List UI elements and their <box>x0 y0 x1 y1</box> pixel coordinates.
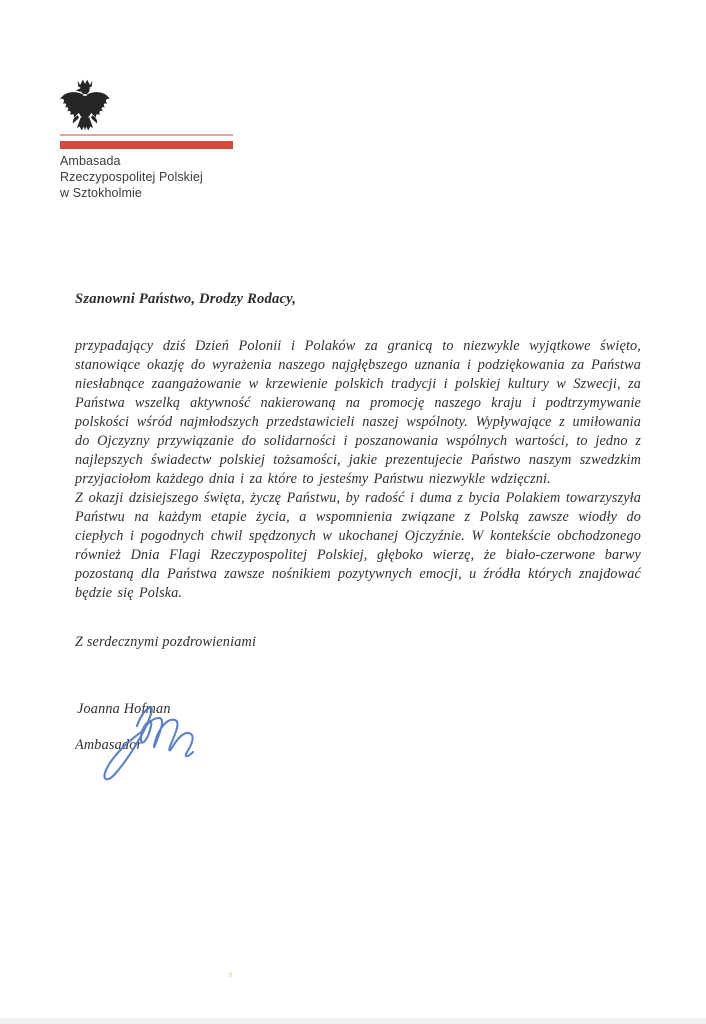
letter-paragraph-2: Z okazji dzisiejszego święta, życzę Państwu, by radość i duma z bycia Polakiem towarzyszyła Państwu na każdym etapie życia, a wspomnienia związane z Polską zawsze wiodły do ciepłych i pogodnych chwil spędzonych w ukochanej Ojczyźnie. W kontekście obchodzonego również Dnia Flagi Rzeczypospolitej Polskiej, głęboko wierzę, że biało-czerwone barwy pozostaną dla Państwa zawsze nośnikiem pozytywnych emocji, u źródła których znajdować będzie się Polska. <box>75 490 641 601</box>
embassy-name-line3: w Sztokholmie <box>60 186 142 200</box>
letter-paragraph-1: przypadający dziś Dzień Polonii i Polaków za granicą to niezwykle wyjątkowe święto, stanowiące okazję do wyrażenia naszego najgłębszego uznania i podziękowania za Państwa niesłabnące zaangażowanie w krzewienie polskich tradycji i polskiej kultury w Szwecji, za Państwa wszelką aktywność nakierowaną na promocję naszego kraju i podtrzymywanie polskości wśród najmłodszych przedstawicieli naszej wspólnoty. Wypływające z umiłowania do Ojczyzny przywiązanie do solidarności i poszanowania wspólnych wartości, to jedno z najlepszych świadectw polskiej tożsamości, jakie prezentujecie Państwo naszym szwedzkim przyjaciołom każdego dnia i za które to jesteśmy Państwu niezwykle wdzięczni. <box>75 338 641 487</box>
signer-name: Joanna Hofman <box>77 701 171 717</box>
embassy-name-line1: Ambasada <box>60 154 121 168</box>
scan-bottom-edge-artifact <box>0 1018 706 1024</box>
salutation: Szanowni Państwo, Drodzy Rodacy, <box>75 291 297 307</box>
embassy-name-block <box>60 153 203 201</box>
signer-title: Ambasador <box>75 737 143 753</box>
flag-white-stripe-edge <box>60 134 233 136</box>
embassy-name-line2: Rzeczypospolitej Polskiej <box>60 170 203 184</box>
polish-eagle-emblem-icon <box>58 77 112 134</box>
closing-line: Z serdecznymi pozdrowieniami <box>75 634 257 650</box>
handwritten-signature <box>84 698 216 788</box>
scan-speck-artifact <box>229 972 232 977</box>
flag-red-stripe <box>60 141 233 149</box>
